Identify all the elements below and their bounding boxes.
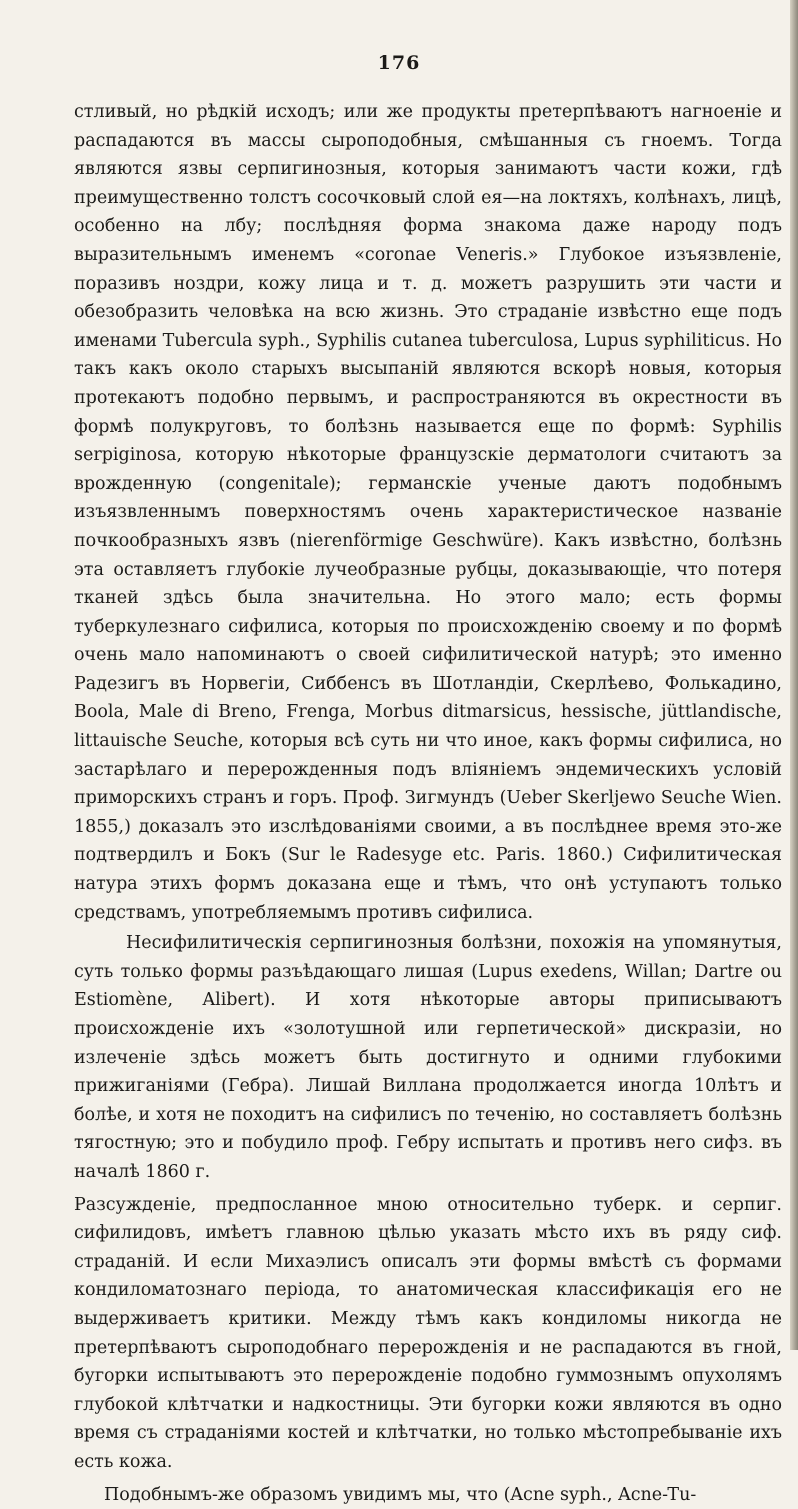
body-text xyxy=(74,98,782,1509)
page-number: 176 xyxy=(0,52,798,74)
paragraph: стливый, но рѣдкій исходъ; или же продукты претерпѣваютъ нагноеніе и распадаются въ массы сыроподобныя, смѣшанныя съ гноемъ. Тогда являются язвы серпигинозныя, которыя занимаютъ части кожи, гдѣ преимущественно толстъ сосочковый слой ея—на локтяхъ, колѣнахъ, лицѣ, особенно на лбу; послѣдняя форма знакома даже народу подъ выразительнымъ именемъ «coronae Veneris.» Глубокое изъязвленіе, поразивъ ноздри, кожу лица и т. д. можетъ разрушить эти части и обезобразить человѣка на всю жизнь. Это страданіе извѣстно еще подъ именами Tubercula syph., Syphilis cutanea tuberculosa, Lupus syphiliticus. Но такъ какъ около старыхъ высыпаній являются вскорѣ новыя, которыя протекаютъ подобно первымъ, и распространяются въ окрестности въ формѣ полукруговъ, то болѣзнь называется еще по формѣ: Syphilis serpiginosa, которую нѣкоторые французскіе дерматологи считаютъ за врожденную (congenitale); германскіе ученые даютъ подобнымъ изъязвленнымъ поверхностямъ очень характеристическое названіе почкообразныхъ язвъ (nierenförmige Geschwüre). Какъ извѣстно, болѣзнь эта оставляетъ глубокіе лучеобразные рубцы, доказывающіе, что потеря тканей здѣсь была значительна. Но этого мало; есть формы туберкулезнаго сифилиса, которыя по происхожденію своему и по формѣ очень мало напоминаютъ о своей сифилитической натурѣ; это именно Радезигъ въ Норвегіи, Сиббенсъ въ Шотландіи, Скерлѣево, Фолькадино, Boola, Male di Breno, Frenga, Morbus ditmarsicus, hessische, jüttlandische, littauische Seuche, которыя всѣ суть ни что иное, какъ формы сифилиса, но застарѣлаго и перерожденныя подъ вліяніемъ эндемическихъ условій приморскихъ странъ и горъ. Проф. Зигмундъ (Ueber Skerljewo Seuche Wien. 1855,) доказалъ это изслѣдованіями своими, а въ послѣднее время это-же подтвердилъ и Бокъ (Sur le Radesyge etc. Paris. 1860.) Сифилитическая натура этихъ формъ доказана еще и тѣмъ, что онѣ уступаютъ только средствамъ, употребляемымъ противъ сифилиса. xyxy=(74,98,782,927)
page-edge xyxy=(790,0,798,1350)
paragraph: Разсужденіе, предпосланное мною относительно туберк. и серпиг. сифилидовъ, имѣетъ главною цѣлью указать мѣсто ихъ въ ряду сиф. страданій. И если Михаэлисъ описалъ эти формы вмѣстѣ съ формами кондиломатознаго періода, то анатомическая классификація его не выдерживаетъ критики. Между тѣмъ какъ кондиломы никогда не претерпѣваютъ сыроподобнаго перерожденія и не распадаются въ гной, бугорки испытываютъ это перерожденіе подобно гуммознымъ опухолямъ глубокой клѣтчатки и надкостницы. Эти бугорки кожи являются въ одно время съ страданіями костей и клѣтчатки, но только мѣстопребываніе ихъ есть кожа. xyxy=(74,1191,782,1477)
paragraph: Несифилитическія серпигинозныя болѣзни, похожія на упомянутыя, суть только формы разъѣдающаго лишая (Lupus exedens, Willan; Dartre ou Estiomène, Alibert). И хотя нѣкоторые авторы приписываютъ происхожденіе ихъ «золотушной или герпетической» дискразіи, но излеченіе здѣсь можетъ быть достигнуто и одними глубокими прижиганіями (Гебра). Лишай Виллана продолжается иногда 10лѣтъ и болѣе, и хотя не походитъ на сифилисъ по теченію, но составляетъ болѣзнь тягостную; это и побудило проф. Гебру испытать и противъ него сифз. въ началѣ 1860 г. xyxy=(74,929,782,1186)
paragraph: Подобнымъ-же образомъ увидимъ мы, что (Acne syph., Acne-Tu- xyxy=(74,1481,782,1509)
